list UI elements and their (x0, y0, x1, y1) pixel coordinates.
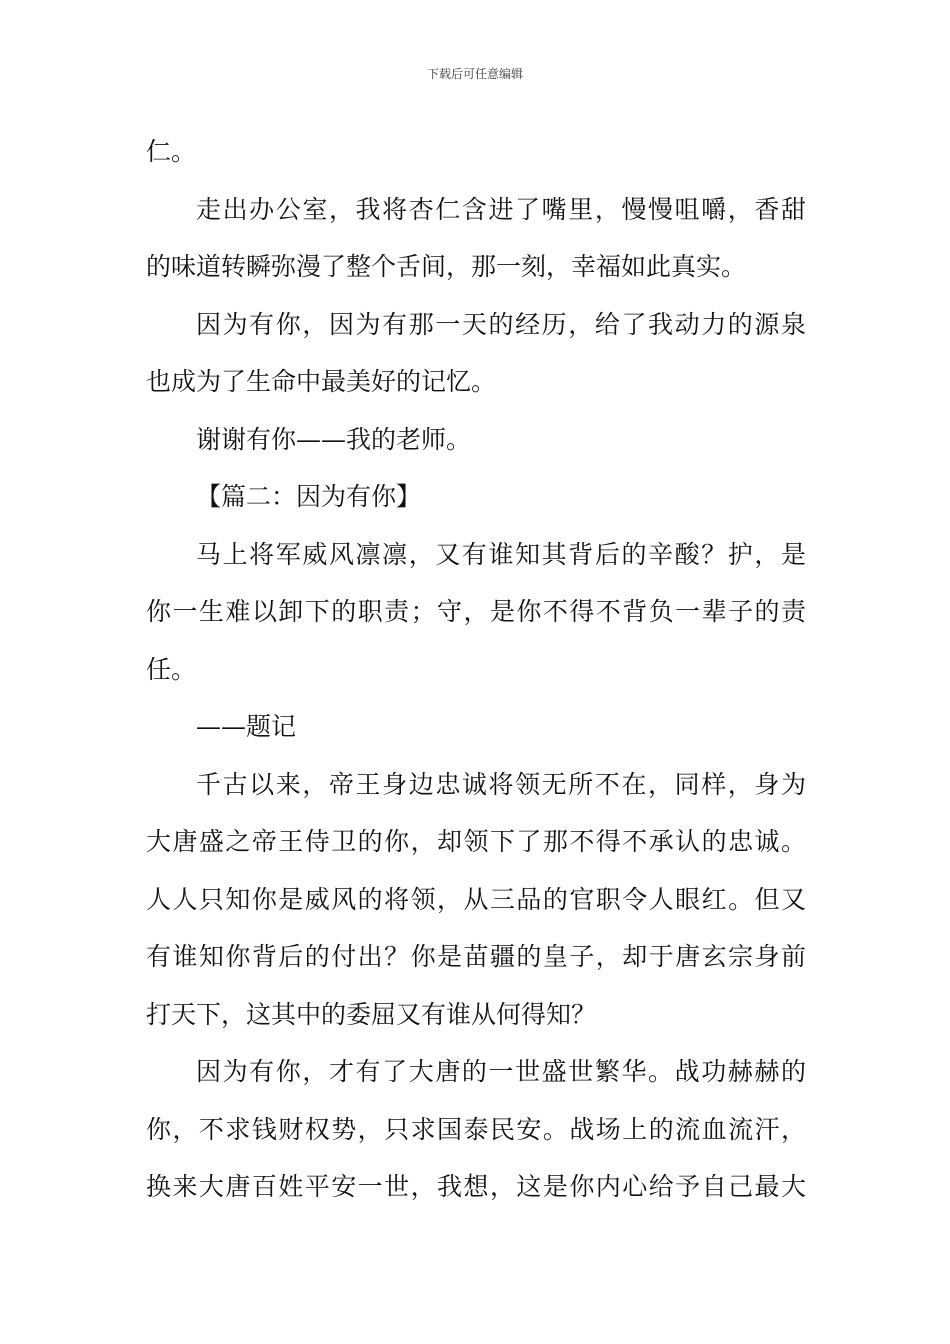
text-line: 打天下，这其中的委屈又有谁从何得知？ (146, 999, 597, 1029)
text-line: 仁。 (146, 137, 197, 166)
epigraph-label: ——题记 (196, 712, 297, 741)
text-line: 有谁知你背后的付出？你是苗疆的皇子，却于唐玄宗身前 (146, 942, 806, 971)
text-line: 马上将军威风凛凛，又有谁知其背后的辛酸？护，是 (196, 539, 806, 569)
page-header: 下载后可任意编辑 (426, 67, 523, 81)
section-heading: 【篇二：因为有你】 (196, 482, 422, 511)
text-line: 千古以来，帝王身边忠诚将领无所不在，同样，身为 (196, 769, 806, 799)
text-line: 人人只知你是威风的将领，从三品的官职令人眼红。但又 (146, 884, 806, 914)
text-line: 换来大唐百姓平安一世，我想，这是你内心给予自己最大 (146, 1172, 806, 1201)
text-line: 谢谢有你——我的老师。 (196, 424, 472, 454)
text-line: 因为有你，才有了大唐的一世盛世繁华。战功赫赫的 (196, 1057, 806, 1086)
text-line: 任。 (146, 654, 197, 684)
text-line: 大唐盛之帝王侍卫的你，却领下了那不得不承认的忠诚。 (146, 827, 806, 856)
document-body (146, 123, 806, 1216)
text-line: 因为有你，因为有那一天的经历，给了我动力的源泉 (196, 309, 806, 339)
text-line: 的味道转瞬弥漫了整个舌间，那一刻，幸福如此真实。 (146, 252, 747, 281)
text-line: 你一生难以卸下的职责；守，是你不得不背负一辈子的责 (146, 597, 806, 626)
text-line: 走出办公室，我将杏仁含进了嘴里，慢慢咀嚼，香甜 (196, 194, 806, 224)
text-line: 也成为了生命中最美好的记忆。 (146, 367, 497, 396)
text-line: 你，不求钱财权势，只求国泰民安。战场上的流血流汗， (146, 1114, 806, 1144)
